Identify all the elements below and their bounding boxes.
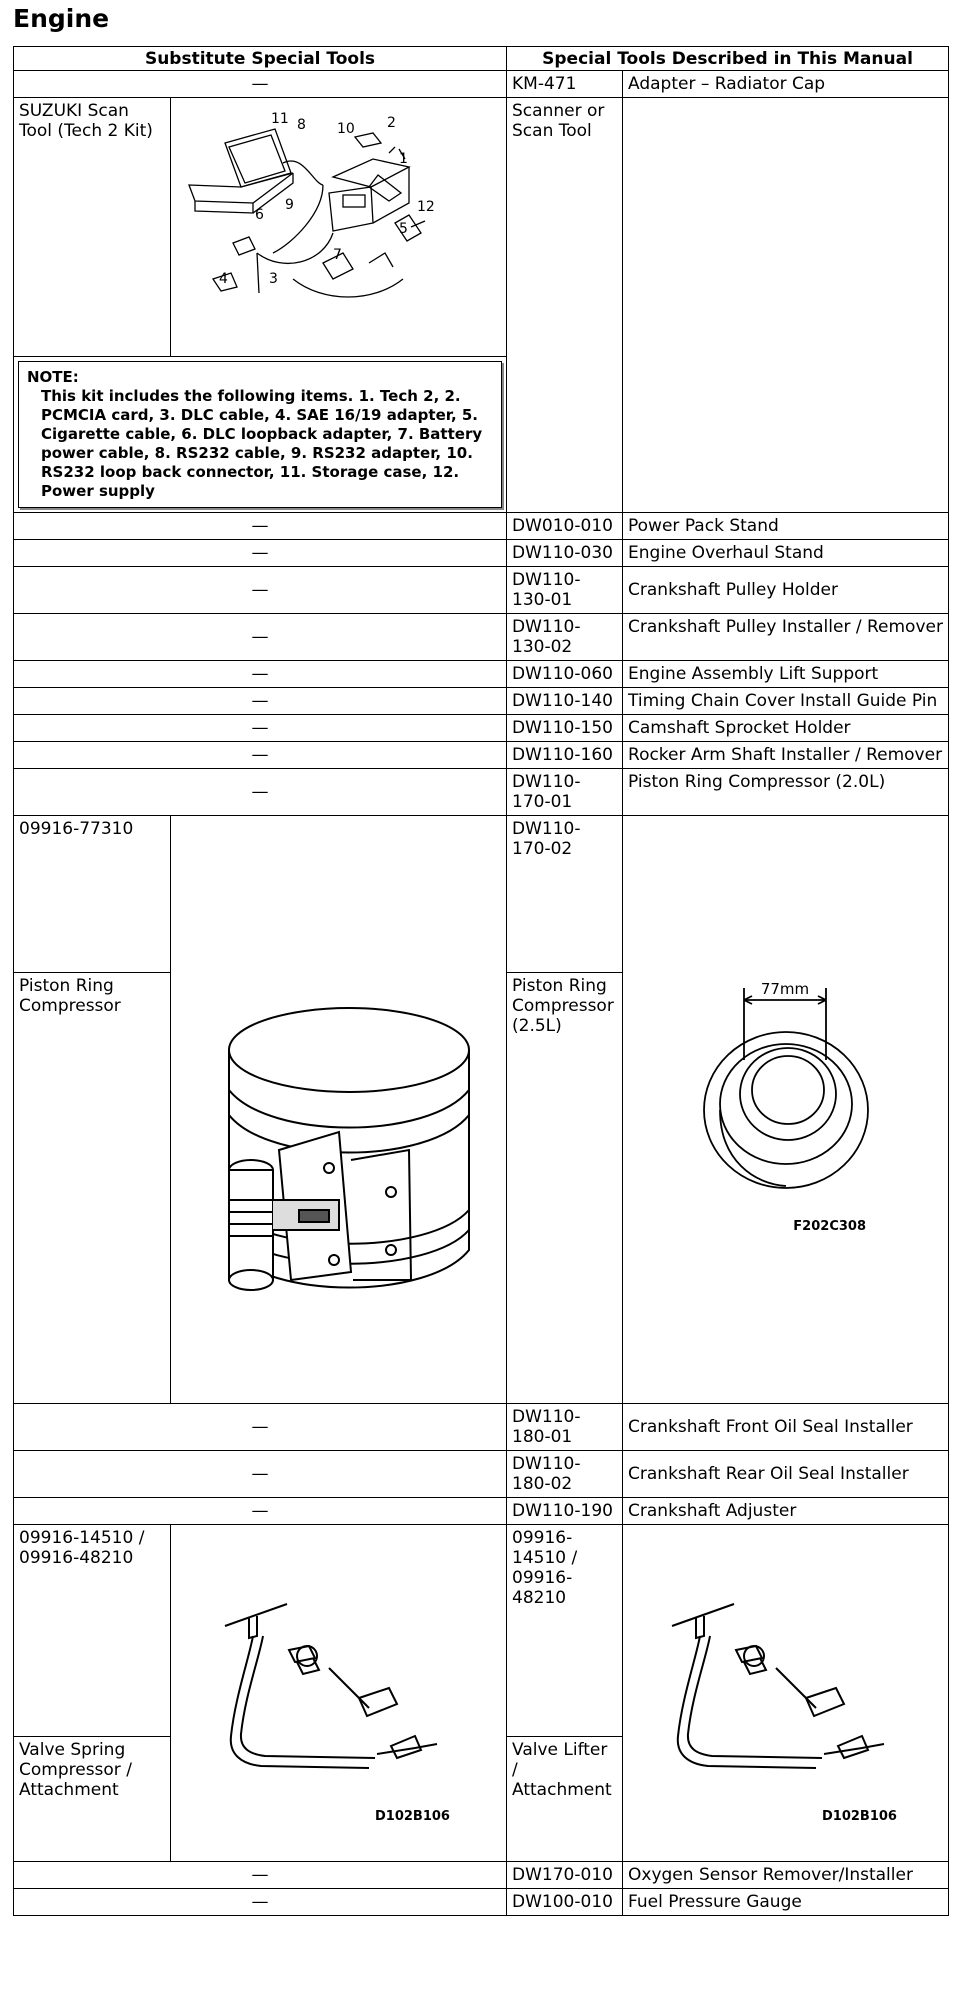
valve-spring-compressor-icon: [179, 1558, 499, 1828]
callout-1: 1: [398, 151, 408, 167]
header-manual: Special Tools Described in This Manual: [507, 47, 949, 71]
callout-9: 9: [284, 197, 294, 213]
dash-cell: —: [14, 567, 507, 614]
table-row: [14, 661, 949, 688]
ring-compressor-sleeve-icon: [626, 960, 946, 1260]
tool-code: KM-471: [507, 71, 623, 98]
note-body: This kit includes the following items. 1. Tech 2, 2. PCMCIA card, 3. DLC cable, 4. SAE 16/19 adapter, 5. Cigarette cable, 6. DLC loopback adapter, 7. Battery power cable, 8. RS232 cable, 9. RS232 adapter, 10. RS232 loop back connector, 11. Storage case, 12. Power supply: [41, 387, 483, 500]
dash-cell: —: [14, 540, 507, 567]
dash-cell: —: [14, 661, 507, 688]
callout-2: 2: [386, 115, 396, 131]
dash-cell: —: [14, 71, 507, 98]
tool-name: Adapter – Radiator Cap: [623, 71, 949, 98]
tool-name: Oxygen Sensor Remover/Installer: [623, 1862, 949, 1889]
tool-code: DW110-150: [507, 715, 623, 742]
kit-note: [18, 361, 502, 508]
tool-code: 09916-14510 / 09916-48210: [507, 1525, 623, 1737]
dash-cell: —: [14, 742, 507, 769]
tool-code: DW100-010: [507, 1889, 623, 1916]
tool-name: Rocker Arm Shaft Installer / Remover: [623, 742, 949, 769]
dash-cell: —: [14, 1862, 507, 1889]
table-row: [14, 98, 949, 357]
tool-code: DW110-060: [507, 661, 623, 688]
dash-cell: —: [14, 1451, 507, 1498]
tool-name: Valve Lifter / Attachment: [507, 1737, 623, 1862]
table-row: [14, 1862, 949, 1889]
dash-cell: —: [14, 688, 507, 715]
note-title: NOTE:: [27, 368, 79, 386]
tool-code: DW110-180-02: [507, 1451, 623, 1498]
callout-10: 10: [336, 121, 355, 137]
callout-3: 3: [268, 271, 278, 287]
tool-code: DW110-190: [507, 1498, 623, 1525]
table-row: [14, 688, 949, 715]
header-substitute: Substitute Special Tools: [14, 47, 507, 71]
tool-code: DW110-180-01: [507, 1404, 623, 1451]
table-row: [14, 715, 949, 742]
tool-name: Fuel Pressure Gauge: [623, 1889, 949, 1916]
dash-cell: —: [14, 715, 507, 742]
tool-name: Crankshaft Pulley Holder: [623, 567, 949, 614]
scan-tool-kit-illustration: [171, 98, 507, 357]
tool-name: Piston Ring Compressor (2.5L): [507, 973, 623, 1404]
tool-name: Valve Spring Compressor / Attachment: [14, 1737, 171, 1862]
tool-code: DW010-010: [507, 513, 623, 540]
piston-ring-compressor-icon: [179, 900, 499, 1320]
dash-cell: —: [14, 513, 507, 540]
callout-7: 7: [332, 247, 342, 263]
tool-code: DW170-010: [507, 1862, 623, 1889]
dimension-label: 77mm: [760, 979, 809, 998]
table-row: [14, 1889, 949, 1916]
tool-name: SUZUKI Scan Tool (Tech 2 Kit): [14, 98, 171, 357]
figure-code: D102B106: [374, 1809, 450, 1824]
valve-spring-compressor-illustration: [171, 1525, 507, 1862]
dash-cell: —: [14, 614, 507, 661]
callout-11: 11: [270, 111, 289, 127]
callout-8: 8: [296, 117, 306, 133]
valve-lifter-illustration: [623, 1525, 949, 1862]
dash-cell: —: [14, 1404, 507, 1451]
table-row: [14, 769, 949, 816]
piston-ring-compressor-illustration: [171, 816, 507, 1404]
tool-code: DW110-160: [507, 742, 623, 769]
tool-name: Timing Chain Cover Install Guide Pin: [623, 688, 949, 715]
tool-code: 09916-77310: [14, 816, 171, 973]
tool-code: 09916-14510 / 09916-48210: [14, 1525, 171, 1737]
empty-cell: [623, 98, 949, 513]
tool-name: Crankshaft Adjuster: [623, 1498, 949, 1525]
table-row: [14, 1404, 949, 1451]
figure-code: D102B106: [821, 1809, 897, 1824]
tool-code: DW110-170-01: [507, 769, 623, 816]
callout-4: 4: [218, 271, 228, 287]
tool-name: Crankshaft Front Oil Seal Installer: [623, 1404, 949, 1451]
dash-cell: —: [14, 769, 507, 816]
tool-name: Power Pack Stand: [623, 513, 949, 540]
special-tools-table: [13, 46, 949, 1916]
tool-code: DW110-130-02: [507, 614, 623, 661]
table-row: [14, 1525, 949, 1737]
tool-code: DW110-130-01: [507, 567, 623, 614]
table-row: [14, 513, 949, 540]
table-row: [14, 742, 949, 769]
tool-name: Engine Overhaul Stand: [623, 540, 949, 567]
valve-lifter-icon: [626, 1558, 946, 1828]
callout-12: 12: [416, 199, 435, 215]
figure-code: F202C308: [792, 1218, 866, 1234]
table-row: [14, 1498, 949, 1525]
tool-name: Piston Ring Compressor: [14, 973, 171, 1404]
tool-name: Crankshaft Pulley Installer / Remover: [623, 614, 949, 661]
tool-name: Crankshaft Rear Oil Seal Installer: [623, 1451, 949, 1498]
table-row: [14, 816, 949, 973]
table-row: [14, 71, 949, 98]
tool-name: Scanner or Scan Tool: [507, 98, 623, 513]
note-cell: [14, 357, 507, 513]
table-row: [14, 614, 949, 661]
tool-name: Piston Ring Compressor (2.0L): [623, 769, 949, 816]
tool-name: Camshaft Sprocket Holder: [623, 715, 949, 742]
callout-6: 6: [254, 207, 264, 223]
callout-5: 5: [398, 221, 408, 237]
tool-code: DW110-030: [507, 540, 623, 567]
tool-name: Engine Assembly Lift Support: [623, 661, 949, 688]
scan-tool-kit-icon: [173, 103, 505, 351]
table-row: [14, 1451, 949, 1498]
tool-code: DW110-140: [507, 688, 623, 715]
dash-cell: —: [14, 1889, 507, 1916]
tool-code: DW110-170-02: [507, 816, 623, 973]
table-row: [14, 567, 949, 614]
table-header-row: [14, 47, 949, 71]
dash-cell: —: [14, 1498, 507, 1525]
piston-ring-compressor-2-5l-illustration: [623, 816, 949, 1404]
page-title: Engine: [13, 4, 110, 33]
table-row: [14, 540, 949, 567]
